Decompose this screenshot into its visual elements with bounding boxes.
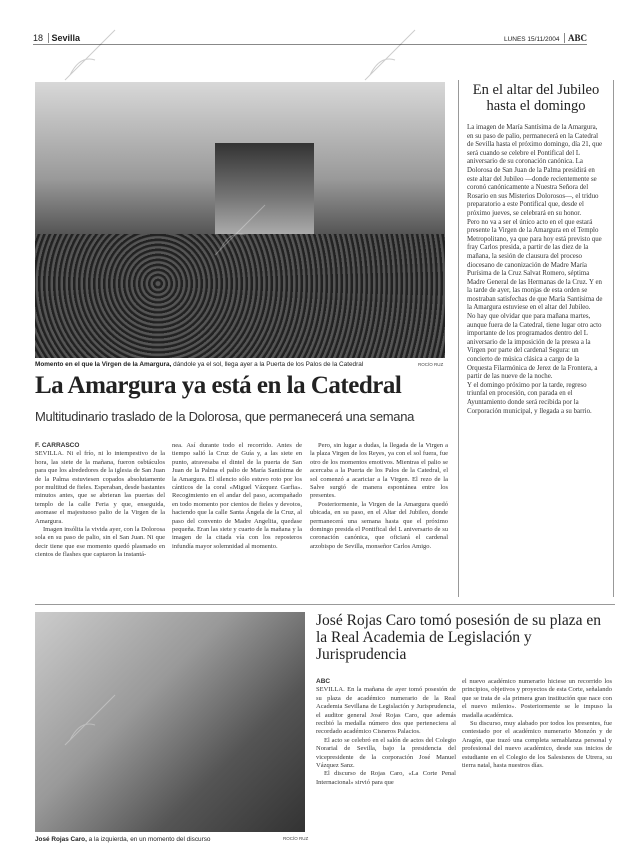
main-article-col2 <box>172 442 302 551</box>
paragraph: Pero, sin lugar a dudas, la llegada de la Virgen a la plaza Virgen de los Reyes, ya con el sol fuera, fue otro de los momentos emotivos. Mientras el palio se acercaba a la Puerta de los Palos de la Catedral, el sol comenzó a acariciar a la Virgen. El rezo de la Salve surgió de manera espontánea entre los presentes. <box>310 442 448 500</box>
main-article-col1 <box>35 442 165 560</box>
second-article-col2 <box>462 678 612 770</box>
main-subheadline: Multitudinario traslado de la Dolorosa, que permanecerá una semana <box>35 409 415 424</box>
paragraph: No hay que olvidar que para mañana martes, aunque fuera de la Catedral, tiene lugar otro acto importante de los programados dentro del L aniversario de la imposición de la presea a la Virgen por parte del cardenal Segura: un concierto de música clásica a cargo de la Orquesta Filarmónica de Jerez de la Frontera, a partir de las nueve de la noche. <box>467 313 602 381</box>
main-photo <box>35 82 445 358</box>
paragraph: El discurso de Rojas Caro, «La Corte Penal Internacional» sirvió para que <box>316 770 456 786</box>
byline: F. CARRASCO <box>35 442 80 449</box>
sidebar <box>458 80 614 597</box>
paragraph: el nuevo académico numerario hiciese un recorrido los principios, objetivos y proyectos de esta Corte, señalando que se trata de «la primera gran institución que nace con el nuevo milenio». Posteriormente se le impuso la madalla académica. <box>462 678 612 719</box>
academy-photo <box>35 612 305 832</box>
paragraph: Su discurso, muy alabado por todos los presentes, fue contestado por el académico numerario Monzón y de Aragón, que trazó una completa semablanza personal y profesional del nuevo académico, desde sus inicios de estudiante en el Colegio de los Salesisnos de Utrera, su tierra natal, hasta nuestros días. <box>462 720 612 770</box>
date: LUNES 15/11/2004 <box>503 36 560 43</box>
paragraph: Pero no va a ser el único acto en el que estará presente la Virgen de la Amargura en el Templo Metropolitano, ya que para hoy está previsto que fray Carlos presida, a partir de las diez de la mañana, la sesión de clausura del proceso diocesano de canonización de Madre María Purísima de la Cruz Salvat Romero, séptima Madre General de las Hermanas de la Cruz. Y en la tarde de ayer, las monjas de esta orden se mostraban satisfechas de que María Santísima de la Amargura estuviese en el altar del Jubileo. <box>467 218 603 312</box>
page-number: 18 <box>33 33 44 43</box>
byline: ABC <box>316 678 331 685</box>
second-article-col1 <box>316 678 456 787</box>
paragraph: La imagen de María Santísima de la Amargura, en su paso de palio, permanecerá en la Catedral de Sevilla hasta el próximo domingo, día 21, que será cuando se celebre el Pontifical del L aniversario de su coronación canónica. La Dolorosa de San Juan de la Palma presidirá en este altar del Jubileo —donde recientemente se coronó canónicamente a Nuestra Señora del Rosario en sus Misterios Dolorosos—, el triduo preparatorio a este Pontifical que, desde el próximo jueves, se celebrará en su honor. <box>467 124 603 217</box>
divider <box>35 604 615 605</box>
paragraph: SEVILLA. Ni el frío, ni lo intempestivo de la hora, las siete de la mañana, fueron osbtáculos para que los alrededores de la iglesia de San Juan de la Palma estuviesen copados absolutamente por multitud de fieles. Esperaban, desde bastantes minutos antes, que se abrieran las puertas del templo de la calle Feria y que, enseguida, asomase el majestuoso palio de la Virgen de la Amargura. <box>35 450 165 525</box>
sidebar-headline: En el altar del Jubileo hasta el domingo <box>472 82 600 114</box>
page-header <box>33 33 587 45</box>
academy-photo-credit: ROCÍO RUZ <box>283 836 309 841</box>
second-headline: José Rojas Caro tomó posesión de su plaza en la Real Academia de Legislación y Jurisprudencia <box>316 612 601 663</box>
paragraph: nea. Así durante todo el recorrido. Antes de tiempo salió la Cruz de Guía y, a las siete en punto, atravesaba el dintel de la puerta de San Juan de la Palma el palio de María Santísima de la Amargura. El silencio sólo estuvo roto por los cánticos de la coral «Miguel Vázquez Garfia». Recogimiento en el andar del paso, acompañado en todo momento por cientos de fieles y devotos, haciendo que la calle Santa Ángela de la Cruz, al paso del convento de Madre Angelita, quedase pequeña. Eran las siete y cuarto de la mañana y la imagen de la citada vía con los reposteros infundía mayor solemnidad al momento. <box>172 442 302 550</box>
paragraph: El acto se celebró en el salón de actos del Colegio Norarial de Sevilla, bajo la presidencia del vicepresidente de la corporación José Manuel Vázquez Sanz. <box>316 736 456 770</box>
main-photo-credit: ROCÍO RUZ <box>418 362 444 367</box>
main-article-col3 <box>310 442 448 551</box>
paragraph: Imagen insólita la vivida ayer, con la Dolorosa sola en su paso de palio, sin el San Juan. Ni que decir tiene que ese momento quedó plasmado en cientos de flashes que captaron la instantá- <box>35 526 165 559</box>
academy-photo-caption: José Rojas Caro, a la izquierda, en un momento del discurso <box>35 836 211 843</box>
paragraph: SEVILLA. En la mañana de ayer tomó posesión de su plaza de académico numerario de la Real Academia Sevillana de Legislación y Jurisprudencia, el auditor general José Rojas Caro, que además recibió la medalla número dos que perteneciera al recordado académico Cisneros Palacios. <box>316 686 456 736</box>
paragraph: Y el domingo próximo por la tarde, regreso triunfal en procesión, con parada en el Ayuntamiento donde será recibida por la Corporación municipal, y llegada a su barrio. <box>467 381 592 415</box>
section-name: Sevilla <box>48 33 81 43</box>
paragraph: Posteriormente, la Virgen de la Amargura quedó ubicada, en su paso, en el Altar del Jubileo, donde permanecerá una semana hasta que el próximo domingo presida el Pontifical del L aniversario de su coronación canónica, que oficiará el cardenal arzobispo de Sevilla, monseñor Carlos Amigo. <box>310 500 448 550</box>
main-photo-caption: Momento en el que la Virgen de la Amargura, dándole ya el sol, llega ayer a la Puerta de los Palos de la Catedral <box>35 361 364 368</box>
brand: ABC <box>564 33 587 43</box>
main-headline: La Amargura ya está en la Catedral <box>35 372 402 399</box>
